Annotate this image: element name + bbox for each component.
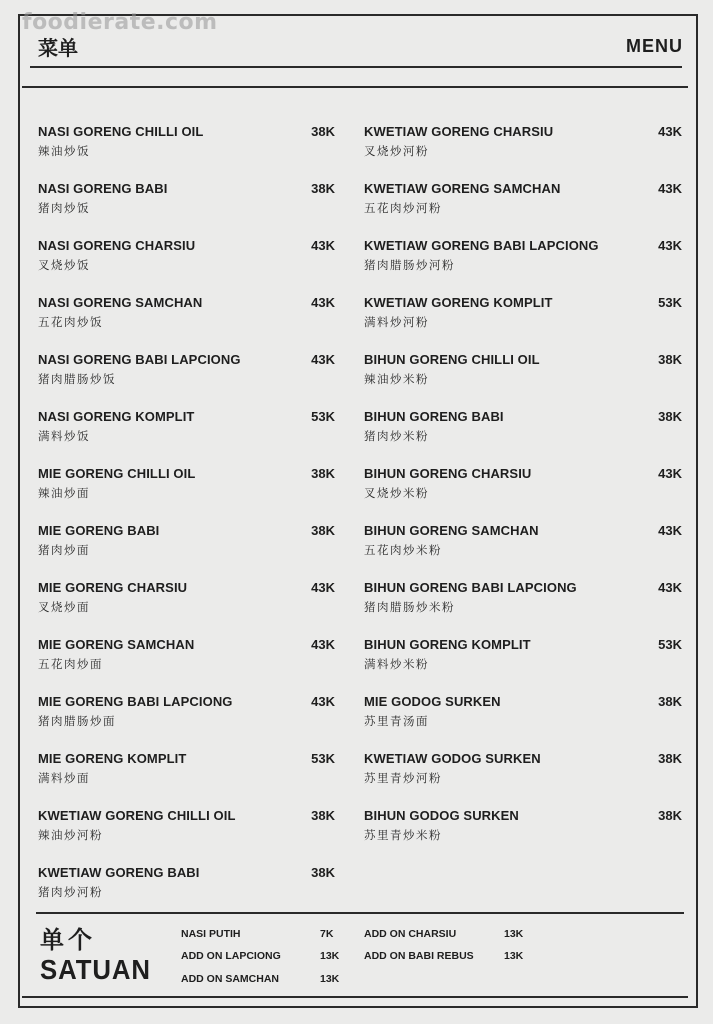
menu-item-name-cn: 叉烧炒河粉 [364, 144, 429, 158]
menu-item-name: KWETIAW GORENG CHILLI OIL [38, 808, 236, 823]
header-divider-top [30, 66, 682, 68]
menu-item-name: BIHUN GODOG SURKEN [364, 808, 519, 823]
menu-item [364, 179, 682, 236]
menu-item-name: MIE GORENG BABI LAPCIONG [38, 694, 233, 709]
menu-item-name: MIE GORENG CHARSIU [38, 580, 188, 595]
menu-item-name-cn: 辣油炒面 [38, 486, 90, 500]
watermark: foodierate.com [22, 10, 218, 35]
menu-item-name-cn: 猪肉炒米粉 [364, 429, 429, 443]
menu-item [38, 350, 335, 407]
menu-item-name-cn: 满料炒河粉 [364, 315, 429, 329]
menu-item-price: 43K [311, 694, 335, 709]
menu-item-price: 43K [658, 181, 682, 196]
menu-item-name-cn: 猪肉腊肠炒米粉 [364, 600, 455, 614]
menu-item-name-cn: 五花肉炒面 [38, 657, 103, 671]
menu-item [364, 521, 682, 578]
menu-item-name-cn: 五花肉炒米粉 [364, 543, 442, 557]
menu-item [38, 578, 335, 635]
menu-item-name-cn: 苏里青炒米粉 [364, 828, 442, 842]
menu-item-name: NASI GORENG SAMCHAN [38, 295, 203, 310]
menu-item [38, 749, 335, 806]
menu-item-name: BIHUN GORENG BABI LAPCIONG [364, 580, 577, 595]
menu-item-name: BIHUN GORENG KOMPLIT [364, 637, 531, 652]
menu-item-name: MIE GORENG SAMCHAN [38, 637, 195, 652]
menu-title-cn: 菜单 [38, 36, 78, 60]
menu-item [364, 236, 682, 293]
addon-name: ADD ON SAMCHAN [181, 973, 279, 985]
menu-item-name: BIHUN GORENG SAMCHAN [364, 523, 539, 538]
menu-item-name: KWETIAW GORENG CHARSIU [364, 124, 554, 139]
menu-item [364, 749, 682, 806]
menu-item-price: 38K [311, 523, 335, 538]
menu-item-price: 38K [658, 751, 682, 766]
addon-price: 13K [320, 950, 340, 962]
menu-item-name: BIHUN GORENG BABI [364, 409, 504, 424]
addon-price: 13K [504, 928, 524, 940]
menu-item-name: MIE GORENG BABI [38, 523, 160, 538]
menu-item-price: 43K [311, 352, 335, 367]
menu-item-name-cn: 猪肉炒饭 [38, 201, 90, 215]
menu-item-name-cn: 猪肉腊肠炒饭 [38, 372, 116, 386]
menu-item [364, 635, 682, 692]
menu-item [364, 350, 682, 407]
menu-item [38, 407, 335, 464]
menu-item-price: 43K [658, 124, 682, 139]
menu-item-name-cn: 五花肉炒河粉 [364, 201, 442, 215]
right-menu-column [364, 122, 682, 863]
menu-item-price: 38K [311, 124, 335, 139]
menu-item-name-cn: 猪肉炒河粉 [38, 885, 103, 899]
footer-divider [22, 996, 688, 998]
menu-item-price: 38K [311, 865, 335, 880]
menu-item-name-cn: 猪肉炒面 [38, 543, 90, 557]
addon-name: NASI PUTIH [181, 928, 241, 940]
menu-item-price: 43K [658, 523, 682, 538]
menu-item-name-cn: 辣油炒河粉 [38, 828, 103, 842]
menu-item [38, 692, 335, 749]
menu-item [364, 578, 682, 635]
menu-item-name: MIE GORENG CHILLI OIL [38, 466, 196, 481]
menu-item-name-cn: 叉烧炒面 [38, 600, 90, 614]
menu-item-name-cn: 满料炒面 [38, 771, 90, 785]
menu-item-name: KWETIAW GORENG BABI LAPCIONG [364, 238, 599, 253]
menu-item [38, 293, 335, 350]
menu-title-en: MENU [626, 36, 683, 56]
menu-item-price: 38K [311, 808, 335, 823]
menu-item-name: MIE GODOG SURKEN [364, 694, 501, 709]
addon-price: 13K [320, 973, 340, 985]
menu-item-name: NASI GORENG BABI LAPCIONG [38, 352, 241, 367]
menu-item-price: 38K [658, 352, 682, 367]
left-menu-column [38, 122, 335, 920]
menu-item-price: 43K [311, 295, 335, 310]
menu-item-name: KWETIAW GODOG SURKEN [364, 751, 541, 766]
menu-item-price: 43K [658, 580, 682, 595]
menu-item [364, 407, 682, 464]
menu-item [38, 635, 335, 692]
satuan-title-en: SATUAN [40, 954, 151, 985]
menu-item [38, 464, 335, 521]
menu-item [38, 521, 335, 578]
menu-item-name: KWETIAW GORENG SAMCHAN [364, 181, 561, 196]
menu-item [38, 122, 335, 179]
menu-item-name: NASI GORENG CHARSIU [38, 238, 196, 253]
menu-item [364, 692, 682, 749]
menu-item [38, 806, 335, 863]
menu-item-name: NASI GORENG KOMPLIT [38, 409, 195, 424]
menu-item-name-cn: 猪肉腊肠炒河粉 [364, 258, 455, 272]
menu-item-price: 43K [311, 238, 335, 253]
menu-item-name-cn: 辣油炒米粉 [364, 372, 429, 386]
addon-name: ADD ON CHARSIU [364, 928, 457, 940]
menu-item-name-cn: 满料炒米粉 [364, 657, 429, 671]
menu-item-name-cn: 五花肉炒饭 [38, 315, 103, 329]
menu-item-name-cn: 猪肉腊肠炒面 [38, 714, 116, 728]
menu-item-price: 38K [311, 466, 335, 481]
menu-item-price: 38K [658, 409, 682, 424]
menu-item-price: 53K [311, 751, 335, 766]
menu-item-name-cn: 叉烧炒米粉 [364, 486, 429, 500]
addon-name: ADD ON LAPCIONG [181, 950, 281, 962]
menu-item-name: KWETIAW GORENG KOMPLIT [364, 295, 553, 310]
menu-item [364, 293, 682, 350]
menu-item [364, 464, 682, 521]
menu-item-name: KWETIAW GORENG BABI [38, 865, 200, 880]
menu-item-price: 43K [658, 238, 682, 253]
menu-item-price: 43K [311, 637, 335, 652]
header-divider-bottom [22, 86, 688, 88]
satuan-divider [36, 912, 684, 914]
menu-item [364, 806, 682, 863]
addon-price: 7K [320, 928, 334, 940]
menu-item-name-cn: 辣油炒饭 [38, 144, 90, 158]
menu-item-name-cn: 满料炒饭 [38, 429, 90, 443]
menu-item-name-cn: 苏里青炒河粉 [364, 771, 442, 785]
menu-item-name-cn: 叉烧炒饭 [38, 258, 90, 272]
addon-price: 13K [504, 950, 524, 962]
menu-item-price: 38K [658, 808, 682, 823]
menu-item [364, 122, 682, 179]
menu-item-name-cn: 苏里青汤面 [364, 714, 429, 728]
menu-item-price: 53K [658, 295, 682, 310]
addon-name: ADD ON BABI REBUS [364, 950, 474, 962]
menu-item-price: 53K [658, 637, 682, 652]
menu-item-name: NASI GORENG BABI [38, 181, 168, 196]
menu-item-price: 38K [311, 181, 335, 196]
menu-item-name: MIE GORENG KOMPLIT [38, 751, 187, 766]
menu-item-price: 38K [658, 694, 682, 709]
menu-item [38, 179, 335, 236]
menu-item-name: BIHUN GORENG CHILLI OIL [364, 352, 540, 367]
satuan-title-cn: 单个 [40, 926, 96, 954]
menu-item-name: NASI GORENG CHILLI OIL [38, 124, 204, 139]
menu-item-price: 43K [311, 580, 335, 595]
menu-item [38, 236, 335, 293]
menu-item-price: 43K [658, 466, 682, 481]
menu-item-price: 53K [311, 409, 335, 424]
menu-item-name: BIHUN GORENG CHARSIU [364, 466, 532, 481]
